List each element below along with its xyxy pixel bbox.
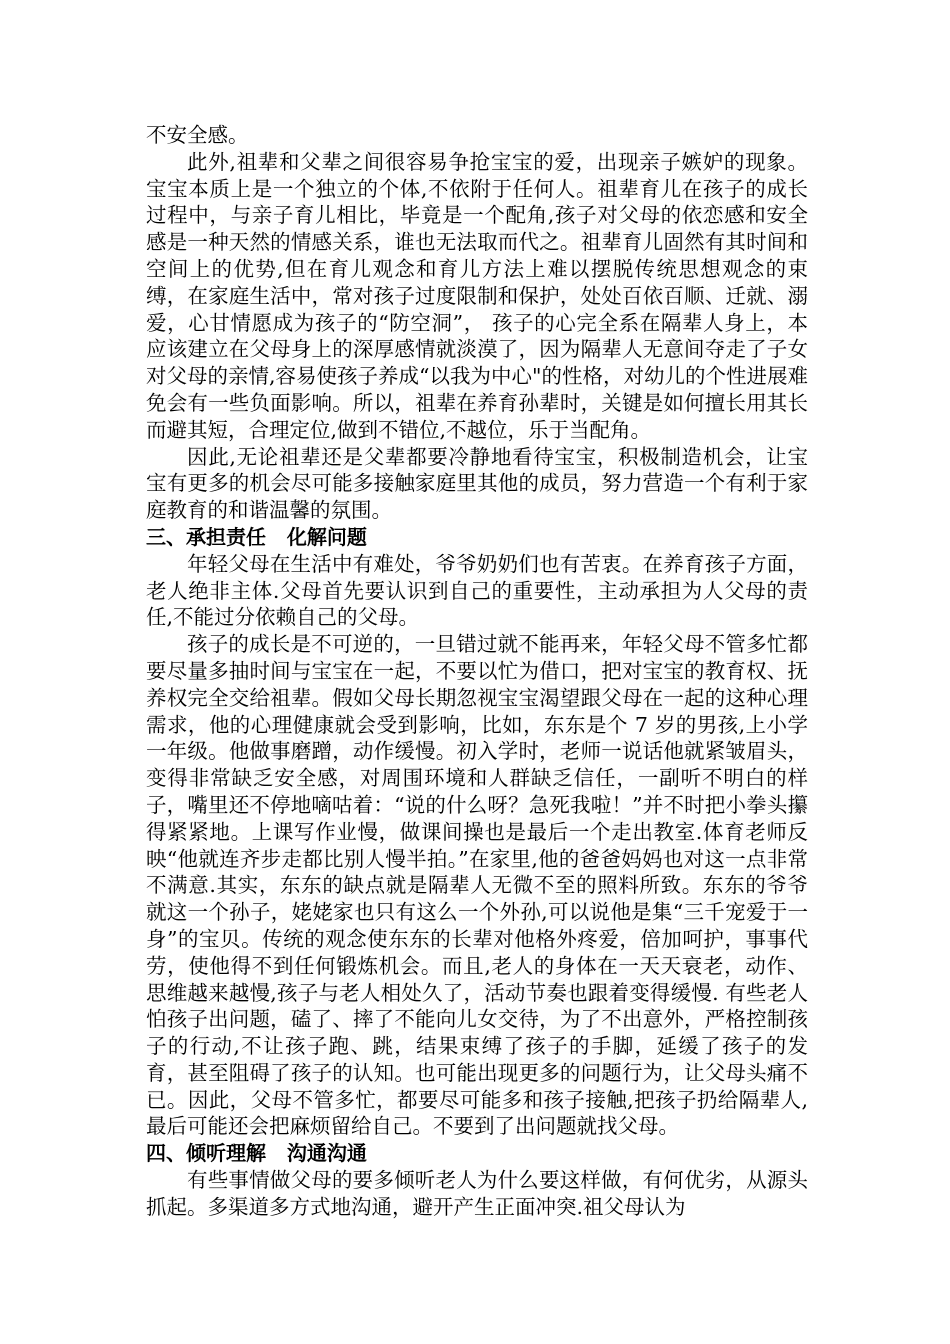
section-heading-three: 三、承担责任 化解问题 bbox=[146, 524, 367, 549]
paragraph-listen: 有些事情做父母的要多倾听老人为什么要这样做，有何优劣，从源头抓起。多渠道多方式地沟通，避开产生正面冲突.祖父母认为 bbox=[146, 1168, 808, 1219]
paragraph-young-parents: 年轻父母在生活中有难处，爷爷奶奶们也有苦衷。在养育孩子方面，老人绝非主体.父母首先要认识到自己的重要性，主动承担为人父母的责任,不能过分依赖自己的父母。 bbox=[146, 551, 808, 630]
paragraph-continuation: 不安全感。 bbox=[146, 123, 249, 147]
paragraph-grandparent-rivalry: 此外,祖辈和父辈之间很容易争抢宝宝的爱，出现亲子嫉妒的现象。宝宝本质上是一个独立的个体,不依附于任何人。祖辈育儿在孩子的成长过程中，与亲子育儿相比，毕竟是一个配角,孩子对父母的依恋感和安全感是一种天然的情感关系，谁也无法取而代之。祖辈育儿固然有其时间和空间上的优势,但在育儿观念和育儿方法上难以摆脱传统思想观念的束缚，在家庭生活中，常对孩子过度限制和保护，处处百依百顺、迁就、溺爱，心甘情愿成为孩子的“防空洞”， 孩子的心完全系在隔辈人身上，本应该建立在父母身上的深厚感情就淡漠了，因为隔辈人无意间夺走了子女对父母的亲情,容易使孩子养成“以我为中心"的性格，对幼儿的个性进展难免会有一些负面影响。所以，祖辈在养育孙辈时，关键是如何擅长用其长而避其短，合理定位,做到不错位,不越位，乐于当配角。 bbox=[146, 149, 808, 442]
document-page bbox=[146, 122, 808, 1221]
paragraph-therefore: 因此,无论祖辈还是父辈都要冷静地看待宝宝，积极制造机会，让宝宝有更多的机会尽可能多接触家庭里其他的成员，努力营造一个有利于家庭教育的和谐温馨的氛围。 bbox=[146, 444, 808, 523]
section-heading-four: 四、倾听理解 沟通沟通 bbox=[146, 1141, 367, 1166]
paragraph-dongdong-case: 孩子的成长是不可逆的，一旦错过就不能再来，年轻父母不管多忙都要尽量多抽时间与宝宝在一起，不要以忙为借口，把对宝宝的教育权、抚养权完全交给祖辈。假如父母长期忽视宝宝渴望跟父母在一起的这种心理需求，他的心理健康就会受到影响，比如，东东是个 7 岁的男孩,上小学一年级。他做事磨蹭，动作缓慢。初入学时，老师一说话他就紧皱眉头，变得非常缺乏安全感，对周围环境和人群缺乏信任，一副听不明白的样子，嘴里还不停地嘀咕着：“说的什么呀？急死我啦！”并不时把小拳头攥得紧紧地。上课写作业慢，做课间操也是最后一个走出教室.体育老师反映“他就连齐步走都比别人慢半拍。”在家里,他的爸爸妈妈也对这一点非常不满意.其实，东东的缺点就是隔辈人无微不至的照料所致。东东的爷爷就这一个孙子，姥姥家也只有这么一个外孙,可以说他是集“三千宠爱于一身”的宝贝。传统的观念使东东的长辈对他格外疼爱，倍加呵护，事事代劳，使他得不到任何锻炼机会。而且,老人的身体在一天天衰老，动作、思维越来越慢,孩子与老人相处久了，活动节奏也跟着变得缓慢. 有些老人怕孩子出问题，磕了、摔了不能向儿女交待，为了不出意外，严格控制孩子的行动,不让孩子跑、跳，结果束缚了孩子的手脚，延缓了孩子的发育，甚至阻碍了孩子的认知。也可能出现更多的问题行为，让父母头痛不已。因此，父母不管多忙，都要尽可能多和孩子接触,把孩子扔给隔辈人,最后可能还会把麻烦留给自己。不要到了出问题就找父母。 bbox=[146, 632, 808, 1139]
